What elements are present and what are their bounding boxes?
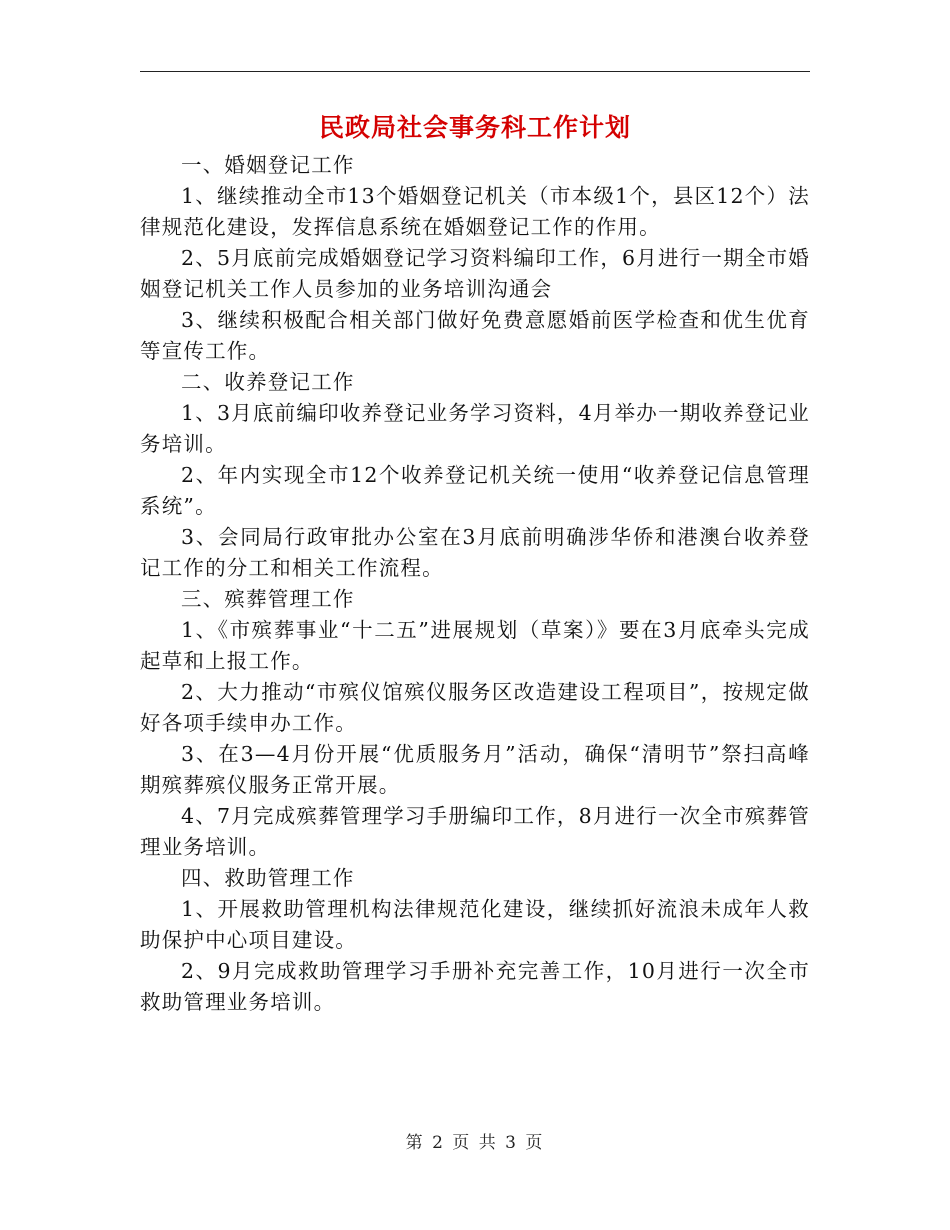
paragraph: 2、9月完成救助管理学习手册补充完善工作，10月进行一次全市救助管理业务培训。 (140, 959, 810, 1014)
paragraph: 2、大力推动“市殡仪馆殡仪服务区改造建设工程项目”，按规定做好各项手续申办工作。 (140, 680, 810, 735)
section-heading-adoption: 二、收养登记工作 (181, 370, 355, 394)
section-heading-marriage: 一、婚姻登记工作 (181, 153, 355, 177)
paragraph: 1、继续推动全市13个婚姻登记机关（市本级1个，县区12个）法律规范化建设，发挥信息系统在婚姻登记工作的作用。 (140, 184, 810, 239)
paragraph: 1、3月底前编印收养登记业务学习资料，4月举办一期收养登记业务培训。 (140, 401, 810, 456)
paragraph: 1、开展救助管理机构法律规范化建设，继续抓好流浪未成年人救助保护中心项目建设。 (140, 897, 810, 952)
paragraph: 2、5月底前完成婚姻登记学习资料编印工作，6月进行一期全市婚姻登记机关工作人员参加的业务培训沟通会 (140, 246, 810, 301)
paragraph: 3、继续积极配合相关部门做好免费意愿婚前医学检查和优生优育等宣传工作。 (140, 308, 810, 363)
document-title: 民政局社会事务科工作计划 (318, 113, 631, 142)
section-heading-relief: 四、救助管理工作 (181, 866, 355, 890)
paragraph: 4、7月完成殡葬管理学习手册编印工作，8月进行一次全市殡葬管理业务培训。 (140, 804, 810, 859)
paragraph: 2、年内实现全市12个收养登记机关统一使用“收养登记信息管理系统”。 (140, 463, 810, 518)
document-body (140, 150, 810, 1018)
paragraph: 3、在3—4月份开展“优质服务月”活动，确保“清明节”祭扫高峰期殡葬殡仪服务正常开展。 (140, 742, 810, 797)
page-number-footer: 第 2 页 共 3 页 (405, 1133, 545, 1153)
header-rule (140, 71, 810, 72)
paragraph: 1、《市殡葬事业“十二五”进展规划（草案）》要在3月底牵头完成起草和上报工作。 (140, 618, 810, 673)
paragraph: 3、会同局行政审批办公室在3月底前明确涉华侨和港澳台收养登记工作的分工和相关工作流程。 (140, 525, 810, 580)
section-heading-funeral: 三、殡葬管理工作 (181, 587, 355, 611)
